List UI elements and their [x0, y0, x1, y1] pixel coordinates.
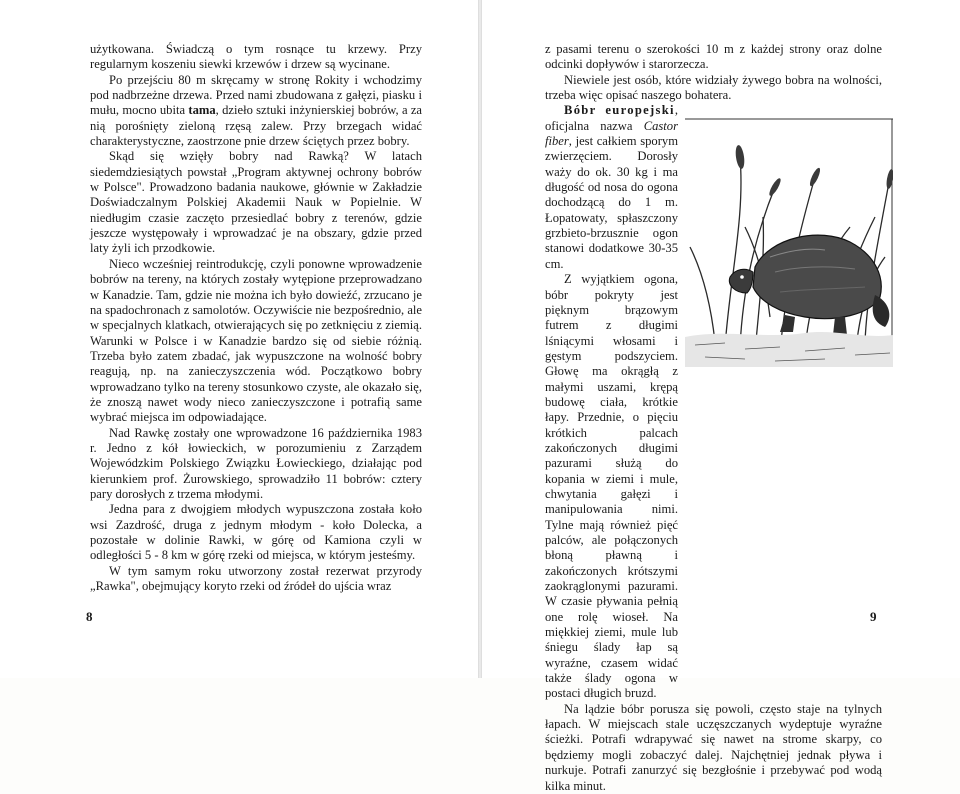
paragraph: [90, 73, 422, 150]
paragraph: z pasami terenu o szerokości 10 m z każdej strony oraz dolne odcinki dopływów i starorzecza.: [545, 42, 882, 72]
page-number-right: 9: [870, 609, 877, 624]
latin-name: Castor fiber: [545, 118, 678, 149]
left-page-text: [90, 42, 422, 594]
text-run: , oficjalna nazwa: [545, 103, 678, 133]
paragraph: [545, 103, 678, 272]
beaver-drawing-icon: [685, 117, 893, 367]
text-run: , jest całkiem sporym zwierzęciem. Dorosły waży do ok. 30 kg i ma długość od nosa do ogona dochodzącą do 1 m. Łopatowaty, spłaszczony grzbieto-brzusznie ogon stanowi dodatkowe 30-35 cm.: [545, 134, 678, 271]
paragraph: Skąd się wzięły bobry nad Rawką? W latach siedemdziesiątych powstał „Program aktywnej ochrony bobrów w Polsce". Prowadzono badania naukowe, głównie w Zakładzie Doświadczalnym Polskiej Akademii Nauk w Popielnie. W niedługim czasie zaczęto przesiedlać bobry z terenów, gdzie jeszcze występowały i wprowadzać je na obszary, gdzie przed laty żyli ich przodkowie.: [90, 149, 422, 256]
paragraph: Niewiele jest osób, które widziały żywego bobra na wolności, trzeba więc opisać naszego bohatera.: [545, 72, 882, 103]
paragraph: Jedna para z dwojgiem młodych wypuszczona została koło wsi Zazdrość, druga z jednym młodym - koło Dolecka, a pozostałe w dolinie Rawki, w górę od Kamiona czyli w odległości 5 - 8 km w górę rzeki od miejsca, w którym jesteśmy.: [90, 502, 422, 563]
book-gutter: [478, 0, 482, 678]
text-run: Po przejściu 80 m skręcamy w stronę Rokity i wchodzimy pod nadbrzeżne drzewa. Przed nami zbudowana z gałęzi, piasku i mułu, mocno ubita: [90, 72, 422, 118]
paragraph: Z wyjątkiem ogona, bóbr pokryty jest pięknym brązowym futrem z długimi lśniącymi włosami i gęstym podszyciem. Głowę ma okrągłą z małymi uszami, krępą budowę ciała, krótkie łapy. Przednie, o pięciu krótkich palcach zakończonych długimi pazurami służą do kopania w ziemi i mule, chwytania gałęzi i manipulowania nimi. Tylne mają również pięć palców, ale połączonych błoną pławną i zakończonych krótszymi zaokrąglonymi pazurami. W czasie pływania pełnią one rolę wioseł. Na miękkiej ziemi, mule lub śniegu ślady łap są wyraźne, czasem widać także ślady ogona w postaci długich bruzd.: [545, 272, 678, 701]
beaver-illustration: [685, 117, 893, 367]
paragraph: Nad Rawkę zostały one wprowadzone 16 października 1983 r. Jedno z kół łowieckich, w porozumieniu z Zarządem Wojewódzkim Polskiego Związku Łowieckiego, działając pod kierunkiem prof. Żurowskiego, sprowadziło 11 bobrów: cztery pary dorosłych z trzema młodymi.: [90, 425, 422, 501]
bold-term-tama: tama: [188, 103, 216, 118]
text-run: , dzieło sztuki inżynierskiej bobrów, a za nią porośnięty zieloną rzęsą zalew. Przy brzegach widać charakterystyczne, zaostrzone pnie drzew ściętych przez bobry.: [90, 103, 423, 149]
paragraph: Nieco wcześniej reintrodukcję, czyli ponowne wprowadzenie bobrów na tereny, na których zostały wytępione przeprowadzano w Kanadzie. Tam, gdzie nie można ich było dowieźć, zrzucano je na spadochronach z samolotów. Oczywiście nie bezpośrednio, ale w specjalnych klatkach, otwierających się po zetknięciu z ziemią. Warunki w Polsce i w Kanadzie bardzo się od siebie różnią. Trzeba było zatem zbadać, jak wypuszczone na wolność bobry reagują, np. na zanieczyszczenia wód. Początkowo bobry wprowadzano tylko na tereny stosunkowo czyste, ale okazało się, że znoszą nawet wody nieco zanieczyszczone i potrafią same wybrać miejsca im odpowiadające.: [90, 256, 422, 425]
paragraph: W tym samym roku utworzony został rezerwat przyrody „Rawka", obejmujący koryto rzeki od źródeł do ujścia wraz: [90, 563, 422, 594]
paragraph: użytkowana. Świadczą o tym rosnące tu krzewy. Przy regularnym koszeniu siewki krzewów i drzew są wycinane.: [90, 42, 422, 72]
heading-beaver: Bóbr europejski: [564, 103, 675, 118]
paragraph: Na lądzie bóbr porusza się powoli, często staje na tylnych łapach. W miejscach stale uczęszczanych wydeptuje wyraźne ścieżki. Potrafi wdrapywać się nawet na strome skarpy, co będziemy mogli zobaczyć dalej. Najchętniej jednak pływa i nurkuje. Potrafi zanurzyć się bezgłośnie i przebywać pod wodą kilka minut.: [545, 701, 882, 793]
page-number-left: 8: [86, 609, 93, 624]
